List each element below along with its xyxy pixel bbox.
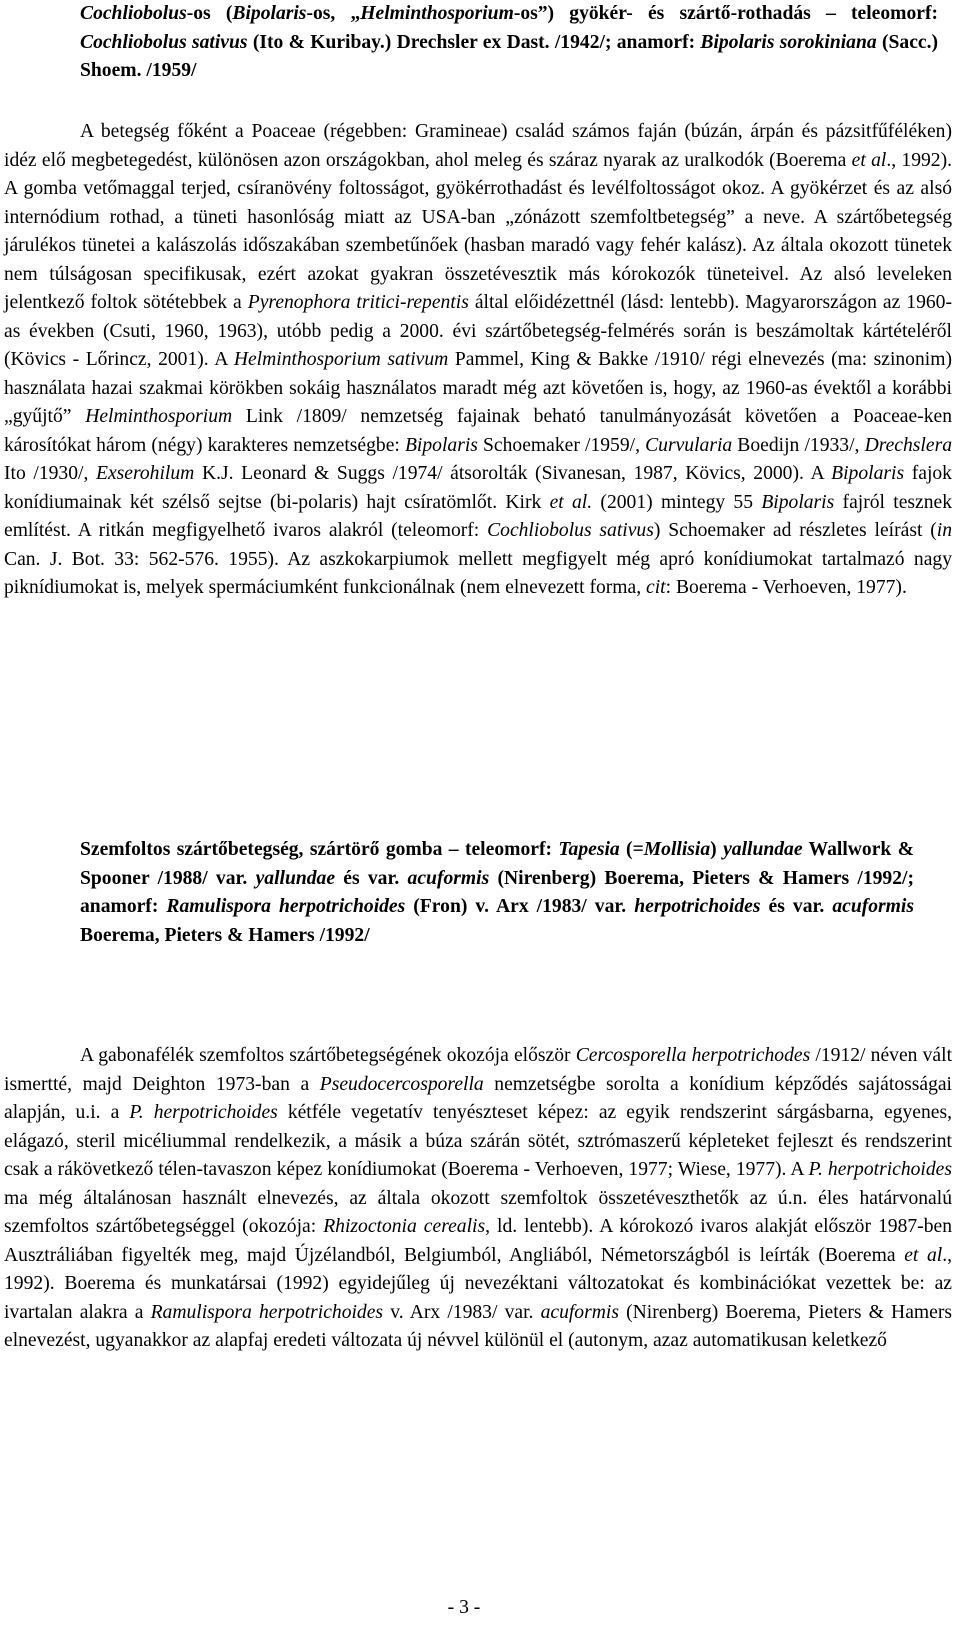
italic-text-run: Helminthosporium (85, 406, 233, 427)
italic-text-run: Ramulispora herpotrichoides (150, 1301, 384, 1323)
text-run: Szemfoltos szártőbetegség, szártörő gomba – teleomorf: (80, 839, 559, 860)
text-run: ma még általánosan használt elnevezés, az általa okozott szemfoltok összetéveszthetők az ú.n. éles határvonalú szemfoltos szártőbetegséggel (okozója: (4, 1187, 952, 1237)
italic-text-run: Ramulispora herpotrichoides (166, 896, 406, 917)
text-run: (Nirenberg) Boerema, Pieters & Hamers elnevezést, ugyanakkor az alapfaj eredeti változata új névvel különül el (autonym, azaz automatikusan keletkező (4, 1301, 952, 1351)
italic-text-run: acuformis (832, 896, 914, 917)
text-run: által előidézettnél (lásd: lentebb). Magyarországon az 1960-as években (Csuti, 1960, 1963), utóbb pedig a 2000. évi szártőbetegség-felmérés során is beszámoltak kártételéről (Kövics - Lőrincz, 2001). A (4, 292, 952, 370)
text-run: ., 1992). A gomba vetőmaggal terjed, csíranövény foltosságot, gyökérrothadást és levélfoltosságot okoz. A gyökérzet és az alsó internódium rothad, a tüneti hasonlóság miatt az USA-ban „zónázott szemfoltbetegség” a neve. A szártőbetegség járulékos tünetei a kalászolás időszakában szembetűnőek (hasban maradó vagy fehér kalász). Az általa okozott tünetek nem túlságosan specifikusak, ezért azokat gyakran összetévesztik más kórokozók tüneteivel. Az alsó leveleken jelentkező foltok sötétebbek a (4, 149, 953, 313)
italic-text-run: Curvularia (645, 434, 733, 456)
paragraph-tapesia (4, 1042, 952, 1356)
text-run: ) (710, 839, 724, 860)
text-run: Wallwork & Spooner /1988/ var. (80, 839, 914, 889)
italic-text-run: herpotrichoides (634, 896, 761, 917)
italic-text-run: Cochliobolus (80, 3, 187, 24)
text-run: -os ( (186, 3, 233, 24)
text-run: (2001) mintegy 55 (592, 491, 762, 513)
italic-text-run: et al. (549, 491, 593, 513)
text-run: v. Arx /1983/ var. (383, 1301, 541, 1323)
text-run: (Fron) v. Arx /1983/ var. (405, 896, 635, 917)
italic-text-run: Bipolaris (232, 3, 307, 24)
italic-text-run: Bipolaris sorokiniana (700, 31, 877, 53)
text-run: Ito /1930/, (4, 463, 96, 484)
text-run: ., 1992). Boerema és munkatársai (1992) egyidejűleg új nevezéktani változatokat és kombinációkat vezettek be: az ivartalan alakra a (4, 1244, 953, 1323)
text-run: , ld. lentebb). A kórokozó ivaros alakját először 1987-ben Ausztráliában figyelték meg, majd Újzélandból, Belgiumból, Angliából, Németországból is leírták (Boerema (4, 1216, 952, 1266)
page-number: - 3 - (447, 1597, 481, 1618)
text-run: ) Schoemaker ad részletes leírást ( (653, 520, 937, 541)
text-run: K.J. Leonard & Suggs /1974/ átsorolták (Sivanesan, 1987, Kövics, 2000). A (194, 463, 832, 484)
italic-text-run: Bipolaris (831, 463, 905, 484)
text-run: (Nirenberg) Boerema, Pieters & Hamers /1992/; anamorf: (80, 867, 914, 917)
italic-text-run: cit (646, 577, 666, 598)
text-run: fajról tesznek említést. A ritkán megfigyelhető ivaros alakról (teleomorf: (4, 491, 953, 541)
text-run: fajok konídiumainak két szélső sejtse (bi-polaris) hajt csíratömlőt. Kirk (4, 463, 952, 513)
italic-text-run: Helminthosporium sativum (233, 349, 449, 370)
italic-text-run: Exserohilum (96, 463, 195, 484)
text-run: és var. (760, 896, 833, 917)
text-run: (= (619, 839, 644, 860)
text-run: /1912/ néven vált ismertté, majd Deighton 1973-ban a (4, 1045, 953, 1095)
italic-text-run: yallundae (723, 839, 803, 860)
italic-text-run: Mollisia (643, 839, 711, 860)
italic-text-run: Tapesia (558, 839, 620, 860)
text-run: Boerema, Pieters & Hamers /1992/ (80, 924, 370, 946)
italic-text-run: Pyrenophora tritici-repentis (247, 292, 469, 313)
italic-text-run: Helminthosporium (360, 3, 514, 24)
italic-text-run: Cercosporella herpotrichodes (575, 1045, 811, 1066)
italic-text-run: Cochliobolus sativus (80, 31, 248, 53)
text-run: és var. (335, 867, 408, 889)
text-run: Link /1809/ nemzetség fajainak beható tanulmányozását követően a Poaceae-ken károsítókat három (négy) karakteres nemzetségbe: (4, 406, 952, 456)
italic-text-run: yallundae (255, 867, 336, 889)
text-run: (Ito & Kuribay.) Drechsler ex Dast. /1942/; anamorf: (247, 31, 701, 53)
italic-text-run: Cochliobolus sativus (487, 520, 654, 541)
text-run: A betegség főként a Poaceae (régebben: Gramineae) család számos faján (búzán, árpán és pázsitfűféléken) idéz elő megbetegedést, különösen azon országokban, ahol meleg és száraz nyarak az uralkodók (Boerema (4, 121, 952, 171)
section-heading-tapesia (80, 836, 914, 950)
text-run: Pammel, King & Bakke /1910/ régi elnevezés (ma: szinonim) használata hazai szakmai körökben sokáig használatos maradt még azt követően is, hogy, az 1960-as évektől a korábbi „gyűjtő” (4, 349, 952, 427)
italic-text-run: et al (904, 1244, 943, 1266)
text-run: Schoemaker /1959/, (477, 434, 646, 456)
paragraph-cochliobolus (4, 118, 952, 603)
text-run: (Sacc.) Shoem. /1959/ (80, 31, 939, 81)
italic-text-run: Pseudocercosporella (319, 1073, 484, 1095)
italic-text-run: Rhizoctonia cerealis (323, 1216, 486, 1237)
text-run: Boedijn /1933/, (732, 434, 865, 456)
italic-text-run: P. herpotrichoides (808, 1159, 952, 1180)
italic-text-run: Bipolaris (761, 491, 835, 513)
text-run: A gabonafélék szemfoltos szártőbetegségének okozója először (80, 1045, 576, 1066)
italic-text-run: acuformis (407, 867, 490, 889)
text-run: nemzetségbe sorolta a konídium képződés sajátosságai alapján, u.i. a (4, 1073, 953, 1123)
section-heading-cochliobolus (80, 0, 938, 86)
italic-text-run: Bipolaris (404, 434, 478, 456)
text-run: -os”) gyökér- és szártő-rothadás – teleomorf: (513, 3, 938, 24)
text-run: Can. J. Bot. 33: 562-576. 1955). Az aszkokarpiumok mellett megfigyelt még apró konídiumokat tartalmazó nagy piknídiumokat is, melyek spermáciumként funkcionálnak (nem elnevezett forma, (4, 548, 952, 598)
italic-text-run: Drechslera (864, 434, 952, 456)
italic-text-run: acuformis (540, 1301, 619, 1323)
italic-text-run: et al (851, 149, 887, 171)
italic-text-run: P. herpotrichoides (129, 1102, 278, 1123)
text-run: -os, „ (306, 3, 361, 24)
italic-text-run: in (936, 520, 953, 541)
text-run: kétféle vegetatív tenyészteset képez: az egyik rendszerint sárgásbarna, egyenes, elágazó, steril micéliummal rendelkezik, a másik a búza szárán sötét, sztrómaszerű képleteket fejleszt és rendszerint csak a rákövetkező télen-tavaszon képez konídiumokat (Boerema - Verhoeven, 1977; Wiese, 1977). A (4, 1102, 952, 1180)
text-run: : Boerema - Verhoeven, 1977). (665, 577, 907, 598)
